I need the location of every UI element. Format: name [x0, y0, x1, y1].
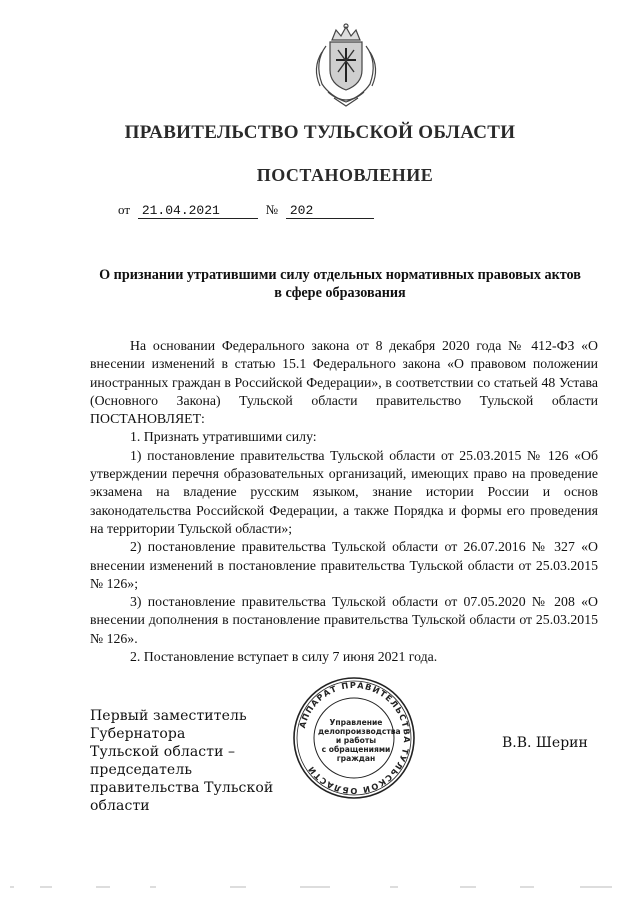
signatory-position-line: Первый заместитель Губернатора	[90, 708, 247, 742]
date-number-line	[118, 202, 374, 219]
signatory-name: В.В. Шерин	[502, 735, 588, 751]
seal-line: с обращениями	[321, 745, 391, 754]
document-number: 202	[286, 203, 374, 219]
seal-line: граждан	[336, 754, 376, 763]
svg-text:АППАРАТ ПРАВИТЕЛЬСТВА ТУЛЬСКОЙ: АППАРАТ ПРАВИТЕЛЬСТВА ТУЛЬСКОЙ ОБЛАСТИ	[297, 679, 413, 797]
date-label: от	[118, 202, 131, 217]
document-body	[90, 337, 598, 666]
paragraph-subitem-2: 2) постановление правительства Тульской области от 26.07.2016 № 327 «О внесении изменений в постановление правительства Тульской области от 25.03.2015 № 126»;	[90, 539, 598, 591]
scan-artifact-strip	[0, 884, 640, 890]
seal-line: Управление	[329, 718, 383, 727]
paragraph-subitem-1: 1) постановление правительства Тульской области от 25.03.2015 № 126 «Об утверждении перечня образовательных организаций, имеющих право на проведение экзамена на владение русским языком, знание истории России и основ законодательства Российской Федерации, а также Порядка и формы его проведения на территории Тульской области»;	[90, 447, 598, 536]
paragraph-subitem-3: 3) постановление правительства Тульской области от 07.05.2020 № 208 «О внесении дополнения в постановление правительства Тульской области от 25.03.2015 № 126».	[90, 594, 598, 646]
document-title: О признании утратившими силу отдельных нормативных правовых актов в сфере образования	[99, 267, 581, 301]
seal-line: и работы	[335, 736, 377, 745]
government-name: ПРАВИТЕЛЬСТВО ТУЛЬСКОЙ ОБЛАСТИ	[124, 122, 516, 143]
paragraph-preamble: На основании Федерального закона от 8 декабря 2020 года № 412-ФЗ «О внесении изменений в статью 15.1 Федерального закона «О правовом положении иностранных граждан в Российской Федерации», в соответствии со статьей 48 Устава (Основного Закона) Тульской области правительство Тульской области ПОСТАНОВЛЯЕТ:	[90, 338, 598, 427]
signatory-position-line: Тульской области – председатель	[90, 744, 236, 778]
coat-of-arms-icon	[308, 22, 384, 108]
signatory-position-line: правительства Тульской области	[90, 780, 274, 814]
paragraph-item-1: 1. Признать утратившими силу:	[130, 429, 317, 445]
document-date: 21.04.2021	[138, 203, 258, 219]
number-label: №	[265, 202, 279, 217]
paragraph-item-2: 2. Постановление вступает в силу 7 июня 2021 года.	[130, 649, 438, 665]
document-type: ПОСТАНОВЛЕНИЕ	[256, 165, 434, 185]
seal-center-text	[318, 718, 401, 763]
seal-line: делопроизводства	[318, 727, 401, 736]
